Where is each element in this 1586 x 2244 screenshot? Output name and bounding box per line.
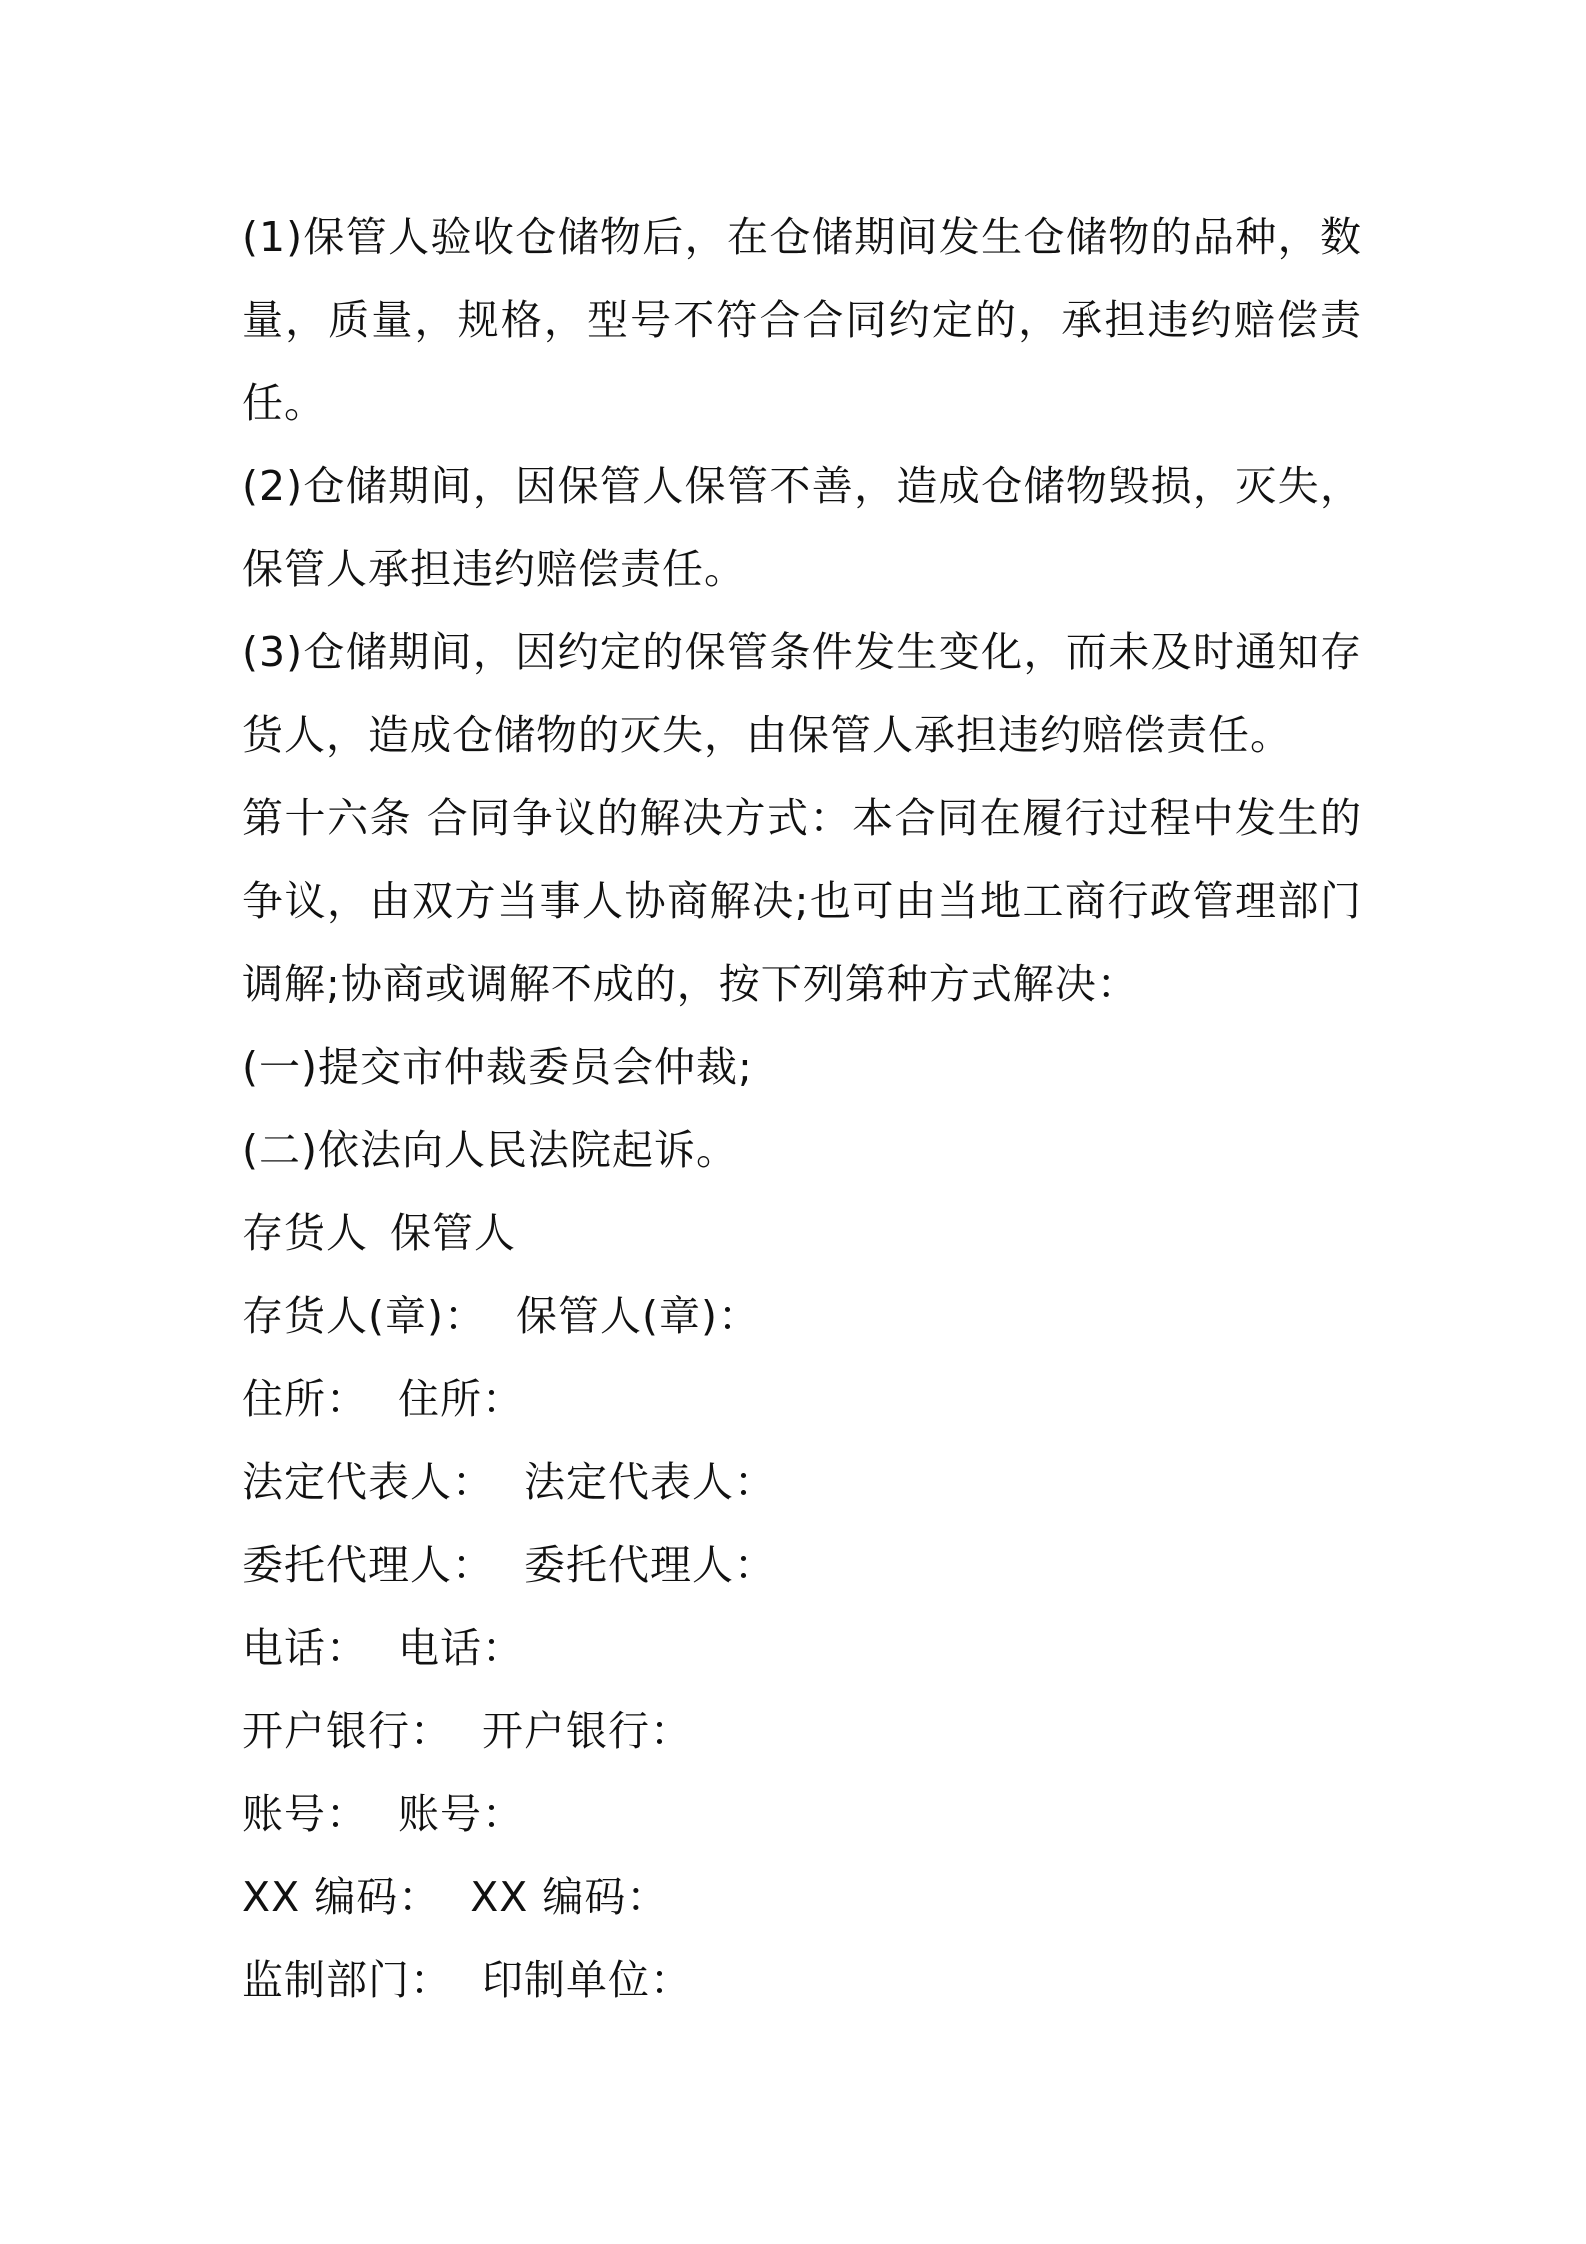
field-right: 保管人(章)：: [516, 1292, 760, 1340]
field-right: 电话：: [398, 1624, 524, 1672]
parties-header: [242, 1192, 1362, 1275]
signature-row: [242, 1856, 1362, 1939]
party-left-label: 存货人: [242, 1209, 368, 1257]
clause-2: (2)仓储期间，因保管人保管不善，造成仓储物毁损，灭失，保管人承担违约赔偿责任。: [242, 462, 1362, 593]
field-left: XX 编码：: [242, 1873, 441, 1921]
signature-row: [242, 1607, 1362, 1690]
option-1: (一)提交市仲裁委员会仲裁;: [242, 1043, 753, 1091]
field-right: 印制单位：: [482, 1956, 692, 2004]
field-right: 住所：: [398, 1375, 524, 1423]
signature-row: [242, 1524, 1362, 1607]
field-left: 开户银行：: [242, 1707, 452, 1755]
signature-row: [242, 1773, 1362, 1856]
article-16: 第十六条 合同争议的解决方式：本合同在履行过程中发生的争议，由双方当事人协商解决;也可由当地工商行政管理部门调解;协商或调解不成的，按下列第种方式解决：: [242, 794, 1362, 1008]
clause-1: (1)保管人验收仓储物后，在仓储期间发生仓储物的品种，数量，质量，规格，型号不符合合同约定的，承担违约赔偿责任。: [242, 213, 1362, 427]
field-right: XX 编码：: [470, 1873, 669, 1921]
clause-3: (3)仓储期间，因约定的保管条件发生变化，而未及时通知存货人，造成仓储物的灭失，由保管人承担违约赔偿责任。: [242, 628, 1362, 759]
signature-row: [242, 1939, 1362, 2022]
field-right: 法定代表人：: [524, 1458, 776, 1506]
signature-row: [242, 1275, 1362, 1358]
field-right: 账号：: [398, 1790, 524, 1838]
field-left: 存货人(章)：: [242, 1292, 486, 1340]
signature-row: [242, 1690, 1362, 1773]
signature-row: [242, 1441, 1362, 1524]
field-left: 法定代表人：: [242, 1458, 494, 1506]
signature-fields: [242, 1275, 1362, 2022]
document-page: [242, 196, 1362, 2022]
party-right-label: 保管人: [390, 1209, 516, 1257]
field-left: 账号：: [242, 1790, 368, 1838]
signature-row: [242, 1358, 1362, 1441]
field-left: 委托代理人：: [242, 1541, 494, 1589]
option-2: (二)依法向人民法院起诉。: [242, 1126, 738, 1174]
field-right: 开户银行：: [482, 1707, 692, 1755]
field-left: 电话：: [242, 1624, 368, 1672]
field-right: 委托代理人：: [524, 1541, 776, 1589]
field-left: 住所：: [242, 1375, 368, 1423]
field-left: 监制部门：: [242, 1956, 452, 2004]
